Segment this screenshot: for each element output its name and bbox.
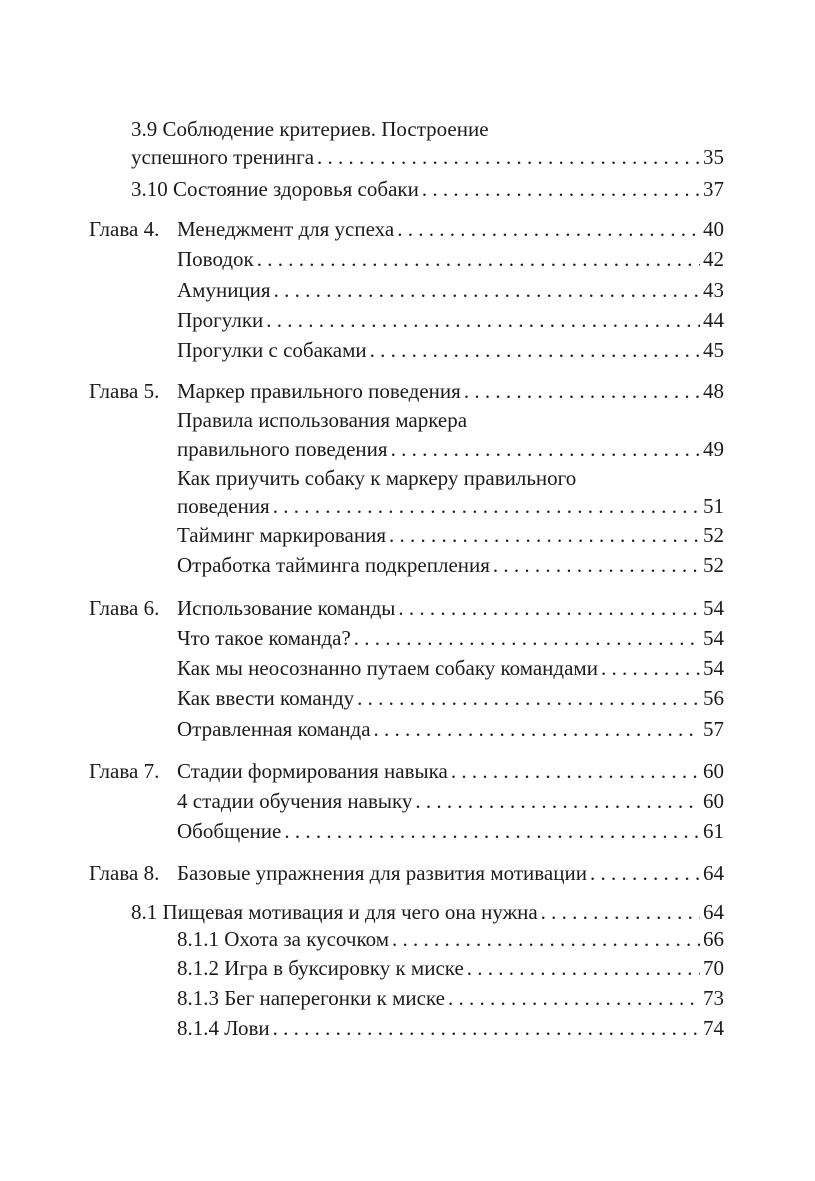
toc-chapter-7[interactable] (177, 757, 724, 785)
dot-leader (590, 859, 700, 887)
chapter-4-label: Глава 4. (89, 217, 160, 241)
entry-title: 3.10 Состояние здоровья собаки (131, 177, 419, 201)
page-number: 56 (703, 686, 724, 710)
dot-leader (397, 215, 700, 243)
page-number: 49 (703, 437, 724, 461)
dot-leader (257, 245, 700, 273)
entry-title: 8.1.4 Лови (177, 1016, 270, 1040)
entry-title: Прогулки (177, 308, 264, 332)
chapter-5-label: Глава 5. (89, 379, 160, 403)
dot-leader (274, 276, 700, 304)
page-number: 57 (703, 717, 724, 741)
dot-leader (354, 624, 700, 652)
page-number: 37 (703, 177, 724, 201)
toc-entry[interactable] (177, 925, 724, 953)
dot-leader (374, 715, 700, 743)
dot-leader (273, 1014, 700, 1042)
entry-title: 8.1.1 Охота за кусочком (177, 927, 389, 951)
chapter-title: Менеджмент для успеха (177, 217, 395, 241)
dot-leader (601, 654, 700, 682)
dot-leader (392, 925, 700, 953)
toc-entry[interactable] (177, 817, 724, 845)
entry-title: Отравленная команда (177, 717, 371, 741)
toc-entry[interactable] (177, 787, 724, 815)
dot-leader (467, 954, 700, 982)
toc-entry[interactable] (177, 306, 724, 334)
dot-leader (284, 817, 700, 845)
toc-entry[interactable] (177, 1014, 724, 1042)
toc-entry[interactable] (177, 684, 724, 712)
dot-leader (448, 984, 700, 1012)
dot-leader (391, 435, 700, 463)
page-number: 51 (703, 494, 724, 518)
page-number: 54 (703, 596, 724, 620)
entry-title: Как мы неосознанно путаем собаку командами (177, 656, 598, 680)
page-number: 70 (703, 956, 724, 980)
toc-chapter-5[interactable] (177, 377, 724, 405)
page-number: 74 (703, 1016, 724, 1040)
toc-entry[interactable] (177, 492, 724, 520)
toc-chapter-8[interactable] (177, 859, 724, 887)
toc-entry[interactable] (177, 984, 724, 1012)
entry-title: 8.1.3 Бег наперегонки к миске (177, 986, 445, 1010)
entry-title: Как ввести команду (177, 686, 355, 710)
dot-leader (389, 521, 700, 549)
page-number: 43 (703, 278, 724, 302)
chapter-6-label: Глава 6. (89, 596, 160, 620)
dot-leader (415, 787, 700, 815)
chapter-title: Использование команды (177, 596, 396, 620)
entry-title: Поводок (177, 247, 254, 271)
entry-title: Что такое команда? (177, 626, 351, 650)
toc-entry[interactable] (177, 715, 724, 743)
entry-title: Прогулки с собаками (177, 338, 367, 362)
toc-entry[interactable] (177, 624, 724, 652)
page-number: 45 (703, 338, 724, 362)
dot-leader (493, 551, 700, 579)
page-number: 52 (703, 553, 724, 577)
page-number: 64 (703, 861, 724, 885)
page-number: 54 (703, 626, 724, 650)
toc-entry[interactable] (177, 276, 724, 304)
entry-title: 8.1 Пищевая мотивация и для чего она нужна (131, 900, 538, 924)
page-number: 60 (703, 759, 724, 783)
toc-entry[interactable] (177, 551, 724, 579)
entry-title: Тайминг маркирования (177, 523, 386, 547)
dot-leader (317, 143, 700, 171)
dot-leader (541, 898, 700, 926)
toc-entry[interactable] (177, 654, 724, 682)
entry-title: Обобщение (177, 819, 282, 843)
page-number: 64 (703, 900, 724, 924)
page-number: 54 (703, 656, 724, 680)
toc-entry[interactable] (177, 954, 724, 982)
toc-chapter-6[interactable] (177, 594, 724, 622)
chapter-title: Стадии формирования навыка (177, 759, 448, 783)
toc-entry-3-9-line1: 3.9 Соблюдение критериев. Построение (131, 117, 489, 141)
toc-chapter-4[interactable] (177, 215, 724, 243)
page-number: 52 (703, 523, 724, 547)
dot-leader (464, 377, 700, 405)
entry-title: поведения (177, 494, 270, 518)
page-number: 73 (703, 986, 724, 1010)
entry-title: Амуниция (177, 278, 271, 302)
page-number: 61 (703, 819, 724, 843)
dot-leader (273, 492, 700, 520)
toc-entry[interactable] (177, 521, 724, 549)
toc-entry-8-1[interactable] (131, 898, 724, 926)
chapter-7-label: Глава 7. (89, 759, 160, 783)
toc-entry-3-10[interactable] (131, 175, 724, 203)
page-number: 44 (703, 308, 724, 332)
page-number: 40 (703, 217, 724, 241)
toc-entry-line1: Как приучить собаку к маркеру правильного (177, 466, 577, 490)
dot-leader (266, 306, 700, 334)
page-number: 60 (703, 789, 724, 813)
entry-title: 4 стадии обучения навыку (177, 789, 413, 813)
toc-entry-3-9[interactable] (131, 143, 724, 171)
page-number: 42 (703, 247, 724, 271)
chapter-title: Маркер правильного поведения (177, 379, 461, 403)
dot-leader (357, 684, 700, 712)
entry-title: Отработка тайминга подкрепления (177, 553, 490, 577)
page-number: 35 (703, 145, 724, 169)
toc-entry[interactable] (177, 336, 724, 364)
entry-title: правильного поведения (177, 437, 388, 461)
chapter-title: Базовые упражнения для развития мотивации (177, 861, 587, 885)
toc-entry-line1: Правила использования маркера (177, 408, 468, 432)
dot-leader (422, 175, 700, 203)
dot-leader (370, 336, 700, 364)
page-number: 66 (703, 927, 724, 951)
dot-leader (451, 757, 700, 785)
entry-title: 8.1.2 Игра в буксировку к миске (177, 956, 464, 980)
dot-leader (398, 594, 700, 622)
toc-entry[interactable] (177, 435, 724, 463)
entry-title: успешного тренинга (131, 145, 315, 169)
page-number: 48 (703, 379, 724, 403)
chapter-8-label: Глава 8. (89, 861, 160, 885)
toc-entry[interactable] (177, 245, 724, 273)
